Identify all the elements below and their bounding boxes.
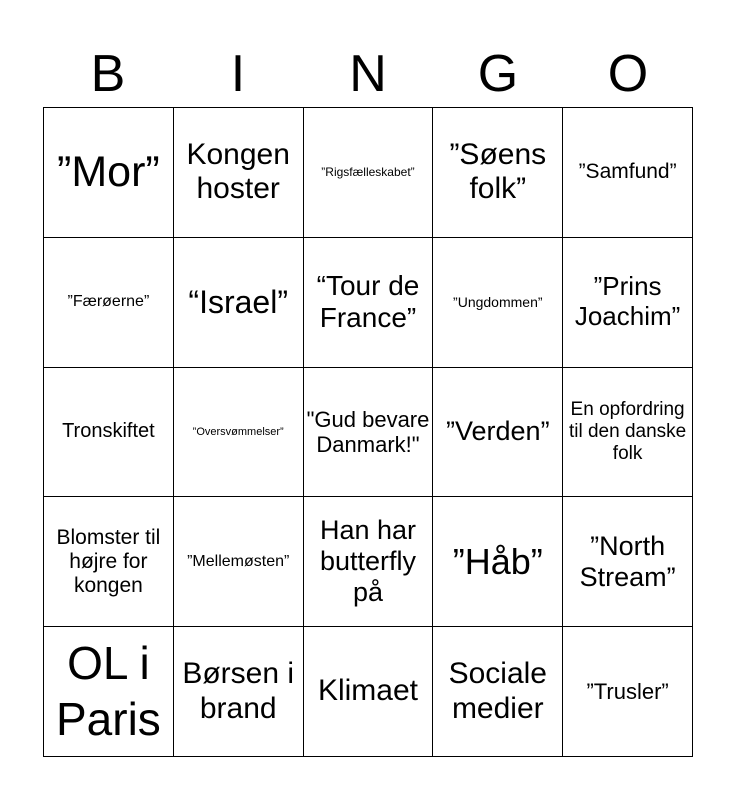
cell-text: ”Søens folk”	[449, 137, 547, 206]
cell-text: Han har butterfly på	[319, 515, 417, 608]
bingo-cell[interactable]	[174, 238, 304, 368]
cell-text: OL i Paris	[55, 637, 161, 745]
cell-text: ”Trusler”	[586, 678, 669, 704]
bingo-cell[interactable]	[174, 108, 304, 238]
bingo-cell[interactable]	[44, 238, 174, 368]
cell-text: ”Verden”	[446, 416, 550, 447]
bingo-cell[interactable]	[304, 627, 434, 757]
bingo-card-grid	[43, 107, 693, 757]
bingo-cell[interactable]	[304, 497, 434, 627]
bingo-cell[interactable]	[174, 368, 304, 498]
bingo-cell[interactable]	[433, 627, 563, 757]
cell-text: Klimaet	[317, 674, 419, 708]
bingo-cell[interactable]	[304, 368, 434, 498]
cell-text: ”Prins Joachim”	[574, 271, 681, 332]
bingo-cell[interactable]	[563, 627, 693, 757]
cell-text: ”Ungdommen”	[453, 294, 543, 311]
bingo-cell[interactable]	[433, 368, 563, 498]
cell-text: ”Færøerne”	[67, 293, 150, 310]
cell-text: Sociale medier	[448, 657, 547, 725]
bingo-cell[interactable]	[433, 108, 563, 238]
bingo-cell[interactable]	[563, 238, 693, 368]
bingo-cell[interactable]	[44, 497, 174, 627]
cell-text: ”North Stream”	[579, 530, 676, 592]
header-letter-b: B	[90, 45, 126, 103]
cell-text: ”Samfund”	[578, 160, 677, 184]
cell-text: Blomster til højre for kongen	[56, 525, 161, 597]
bingo-header	[43, 40, 693, 108]
cell-text: "Gud bevare Danmark!"	[306, 406, 430, 457]
cell-text: Kongen hoster	[186, 137, 290, 206]
bingo-cell[interactable]	[174, 497, 304, 627]
header-letter-n: N	[349, 45, 387, 103]
bingo-cell[interactable]	[433, 238, 563, 368]
header-letter-i: I	[230, 45, 246, 103]
header-letter-o: O	[607, 45, 649, 103]
bingo-cell[interactable]	[433, 497, 563, 627]
bingo-cell[interactable]	[563, 108, 693, 238]
cell-text: Børsen i brand	[182, 657, 295, 725]
bingo-cell[interactable]	[563, 497, 693, 627]
bingo-cell[interactable]	[304, 108, 434, 238]
cell-text: ”Håb”	[452, 541, 543, 583]
cell-text: En opfordring til den danske folk	[568, 399, 687, 464]
cell-text: ”Oversvømmelser”	[192, 425, 284, 438]
bingo-cell[interactable]	[174, 627, 304, 757]
bingo-cell[interactable]	[44, 108, 174, 238]
bingo-cell[interactable]	[563, 368, 693, 498]
cell-text: “Israel”	[188, 283, 288, 320]
header-letter-g: G	[477, 45, 519, 103]
bingo-cell[interactable]	[44, 627, 174, 757]
bingo-cell[interactable]	[44, 368, 174, 498]
cell-text: ”Rigsfælleskabet”	[321, 164, 415, 179]
cell-text: “Tour de France”	[316, 270, 420, 334]
cell-text: ”Mor”	[57, 147, 160, 196]
bingo-cell[interactable]	[304, 238, 434, 368]
cell-text: ”Mellemøsten”	[187, 552, 290, 570]
cell-text: Tronskiftet	[62, 420, 155, 443]
